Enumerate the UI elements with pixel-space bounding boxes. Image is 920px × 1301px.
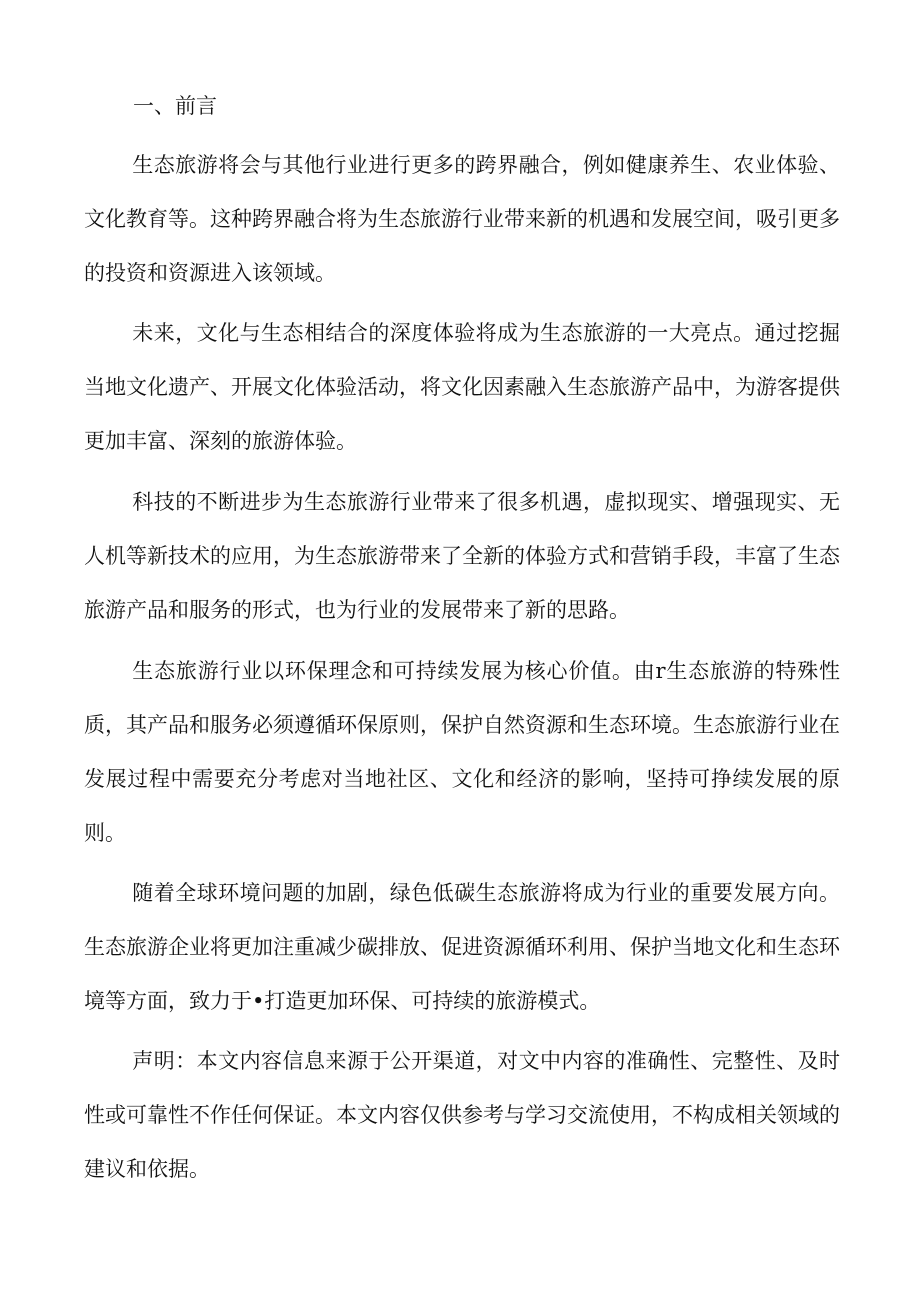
paragraph-culture-experience: 未来，文化与生态相结合的深度体验将成为生态旅游的一大亮点。通过挖掘当地文化遗产、开展文化体验活动，将文化因素融入生态旅游产品中，为游客提供更加丰富、深刻的旅游体验。 [84, 321, 840, 453]
paragraph-sustainability: 生态旅游行业以环保理念和可持续发展为核心价值。由r生态旅游的特殊性质，其产品和服务必须遵循环保原则，保护自然资源和生态环境。生态旅游行业在发展过程中需要充分考虑对当地社区、文化和经济的影响，坚持可挣续发展的原则。 [84, 659, 840, 845]
paragraph-cross-industry: 生态旅游将会与其他行业进行更多的跨界融合，例如健康养生、农业体验、文化教育等。这种跨界融合将为生态旅游行业带来新的机遇和发展空间，吸引更多的投资和资源进入该领域。 [84, 153, 840, 285]
paragraph-technology: 科技的不断进步为生态旅游行业带来了很多机遇，虚拟现实、增强现实、无人机等新技术的应用，为生态旅游带来了全新的体验方式和营销手段，丰富了生态旅游产品和服务的形式，也为行业的发展带来了新的思路。 [84, 490, 840, 622]
paragraph-green-low-carbon: 随着全球环境问题的加剧，绿色低碳生态旅游将成为行业的重要发展方向。生态旅游企业将更加注重减少碳排放、促进资源循环利用、保护当地文化和生态环境等方面，致力于•打造更加环保、可持续的旅游模式。 [84, 881, 840, 1013]
section-heading: 一、前言 [133, 94, 217, 118]
paragraph-disclaimer: 声明：本文内容信息来源于公开渠道，对文中内容的准确性、完整性、及时性或可靠性不作任何保证。本文内容仅供参考与学习交流使用，不构成相关领域的建议和依据。 [84, 1049, 840, 1181]
